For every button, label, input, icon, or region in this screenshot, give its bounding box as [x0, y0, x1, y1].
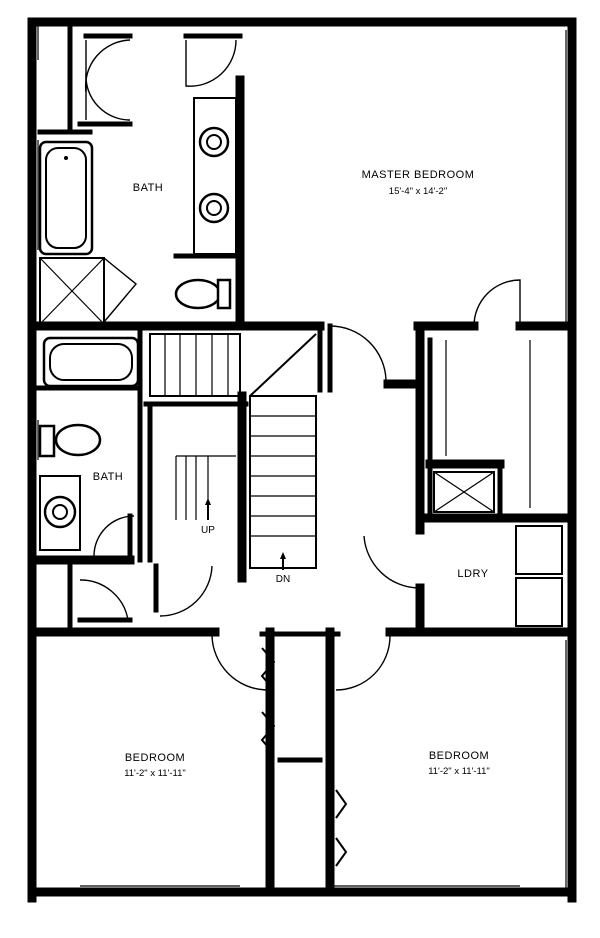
- room-dims-bedroom-right: 11'-2" x 11'-11": [428, 766, 490, 777]
- toilet-mid: [56, 425, 100, 455]
- stair-label-up: UP: [201, 525, 215, 536]
- room-label-bedroom-right: BEDROOM: [428, 750, 490, 762]
- room-label-bath-top: BATH: [132, 182, 164, 194]
- stair-label-down: DN: [275, 574, 291, 585]
- dryer: [516, 578, 562, 626]
- toilet-top: [176, 280, 220, 308]
- fixtures: [40, 98, 562, 626]
- room-dims-master: 15'-4" x 14'-2": [388, 186, 448, 197]
- room-label-laundry: LDRY: [457, 568, 489, 580]
- room-label-master: MASTER BEDROOM: [361, 169, 475, 181]
- vanity-top: [194, 98, 236, 254]
- stairs: [150, 334, 316, 570]
- washer: [516, 526, 562, 574]
- sink-top-2: [200, 194, 228, 222]
- sink-mid: [45, 497, 75, 527]
- room-label-bath-mid: BATH: [92, 471, 124, 483]
- interior-walls: [38, 28, 568, 892]
- sink-top-1: [200, 128, 228, 156]
- room-dims-bedroom-left: 11'-2" x 11'-11": [124, 768, 186, 779]
- room-label-bedroom-left: BEDROOM: [124, 752, 186, 764]
- doors: [80, 40, 520, 866]
